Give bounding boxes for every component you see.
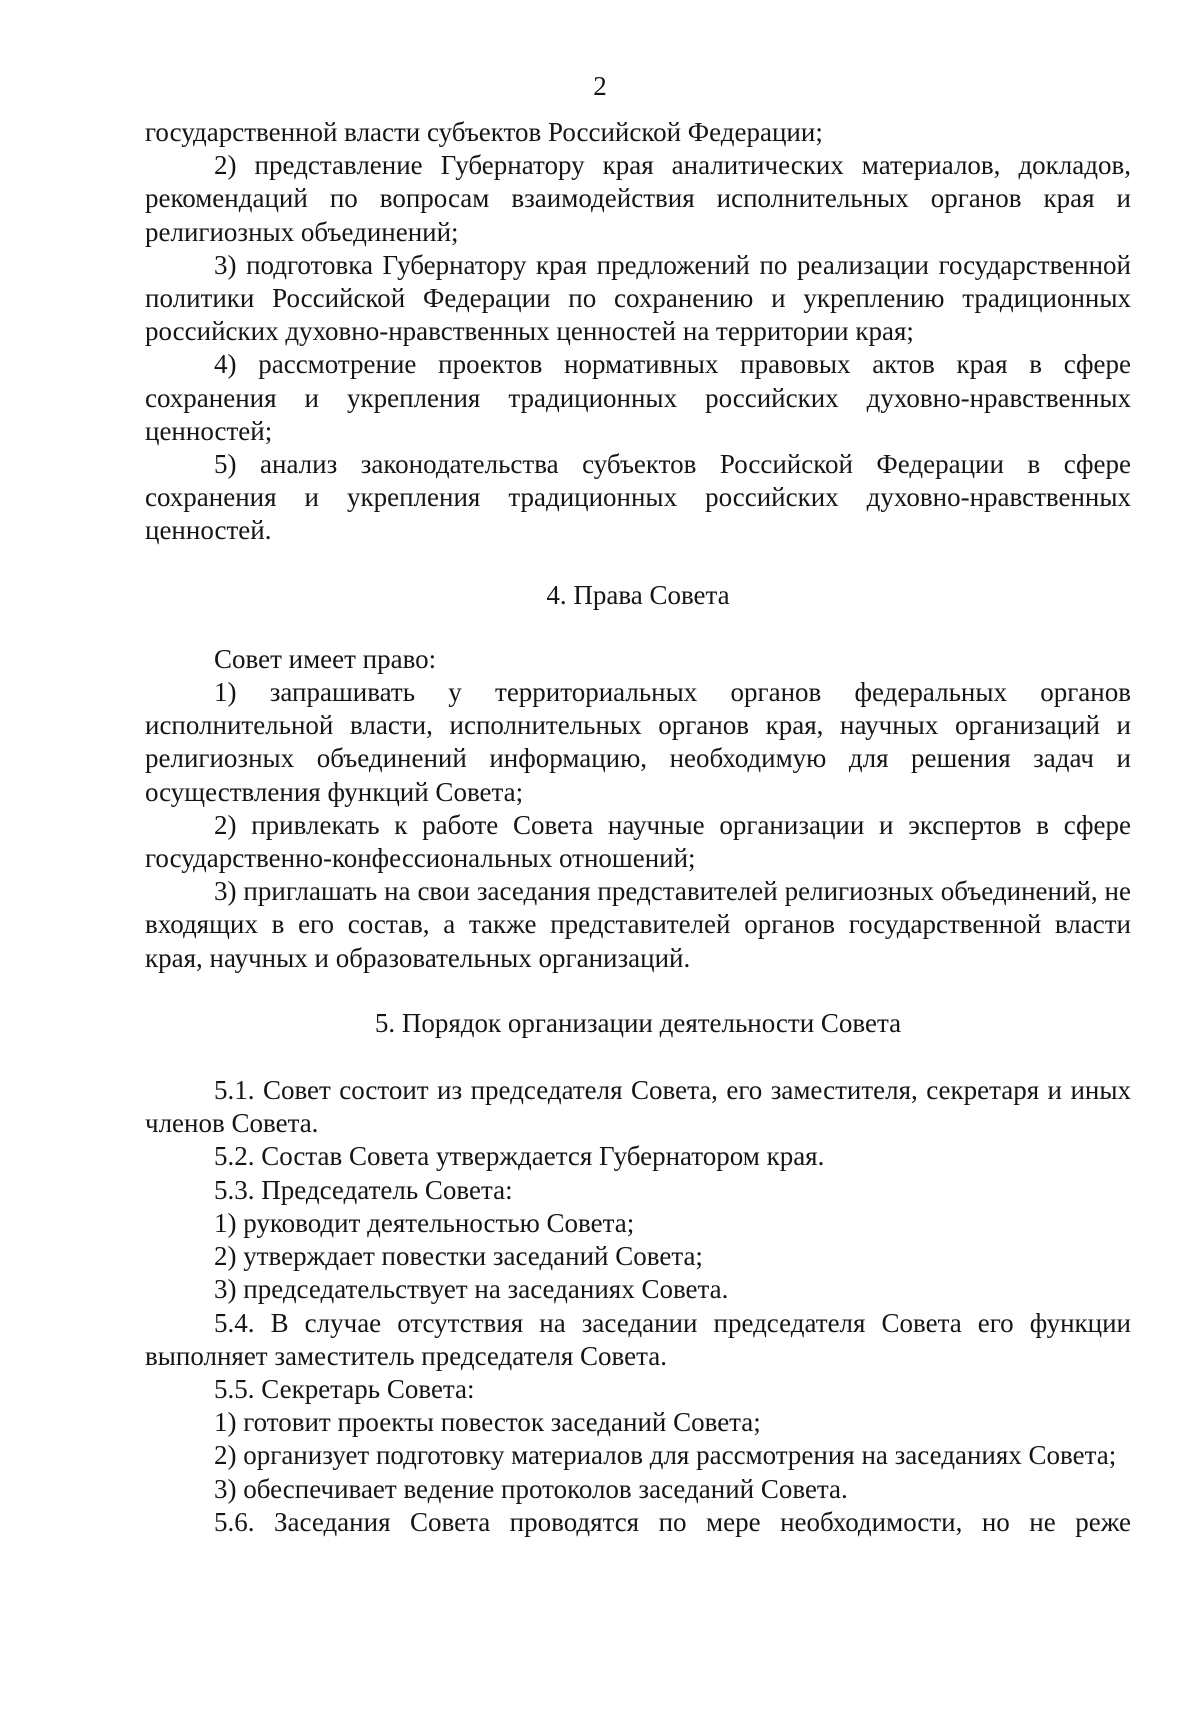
list-item: 1) готовит проекты повесток заседаний Совета; (214, 1407, 761, 1438)
clause: 5.1. Совет состоит из председателя Совета, его заместителя, секретаря и иных членов Совета. (145, 1075, 1131, 1139)
clause: 5.6. Заседания Совета проводятся по мере необходимости, но не реже (214, 1506, 1131, 1537)
paragraph: Совет имеет право: (214, 643, 437, 674)
clause: 5.4. В случае отсутствия на заседании председателя Совета его функции выполняет заместитель председателя Совета. (145, 1307, 1131, 1371)
list-item: 2) организует подготовку материалов для рассмотрения на заседаниях Совета; (214, 1440, 1117, 1471)
list-item: 3) обеспечивает ведение протоколов заседаний Совета. (214, 1473, 848, 1504)
list-item: 3) приглашать на свои заседания представителей религиозных объединений, не входящих в его состав, а также представителей органов государственной власти края, научных и образовательных организаций. (145, 876, 1131, 973)
section-heading-procedure: 5. Порядок организации деятельности Совета (374, 1007, 902, 1038)
page-number: 2 (593, 71, 607, 101)
paragraph: государственной власти субъектов Российской Федерации; (145, 117, 823, 147)
list-item: 2) утверждает повестки заседаний Совета; (214, 1241, 703, 1272)
clause: 5.2. Состав Совета утверждается Губернатором края. (214, 1141, 825, 1172)
list-item: 2) представление Губернатору края аналитических материалов, докладов, рекомендаций по вопросам взаимодействия исполнительных органов края и религиозных объединений; (145, 150, 1131, 247)
list-item: 1) руководит деятельностью Совета; (214, 1207, 635, 1238)
clause: 5.5. Секретарь Совета: (214, 1373, 475, 1404)
list-item: 3) председательствует на заседаниях Совета. (214, 1274, 729, 1305)
list-item: 4) рассмотрение проектов нормативных правовых актов края в сфере сохранения и укрепления традиционных российских духовно-нравственных ценностей; (145, 349, 1131, 446)
list-item: 3) подготовка Губернатору края предложений по реализации государственной политики Российской Федерации по сохранению и укреплению традиционных российских духовно-нравственных ценностей на территории края; (145, 249, 1131, 347)
section-heading-rights: 4. Права Совета (546, 579, 730, 610)
list-item: 2) привлекать к работе Совета научные организации и экспертов в сфере государственно-конфессиональных отношений; (145, 809, 1131, 874)
document-body (145, 116, 1131, 1539)
list-item: 5) анализ законодательства субъектов Российской Федерации в сфере сохранения и укрепления традиционных российских духовно-нравственных ценностей. (145, 449, 1131, 546)
list-item: 1) запрашивать у территориальных органов федеральных органов исполнительной власти, исполнительных органов края, научных организаций и религиозных объединений информацию, необходимую для решения задач и осуществления функций Совета; (145, 677, 1131, 807)
clause: 5.3. Председатель Совета: (214, 1174, 513, 1205)
